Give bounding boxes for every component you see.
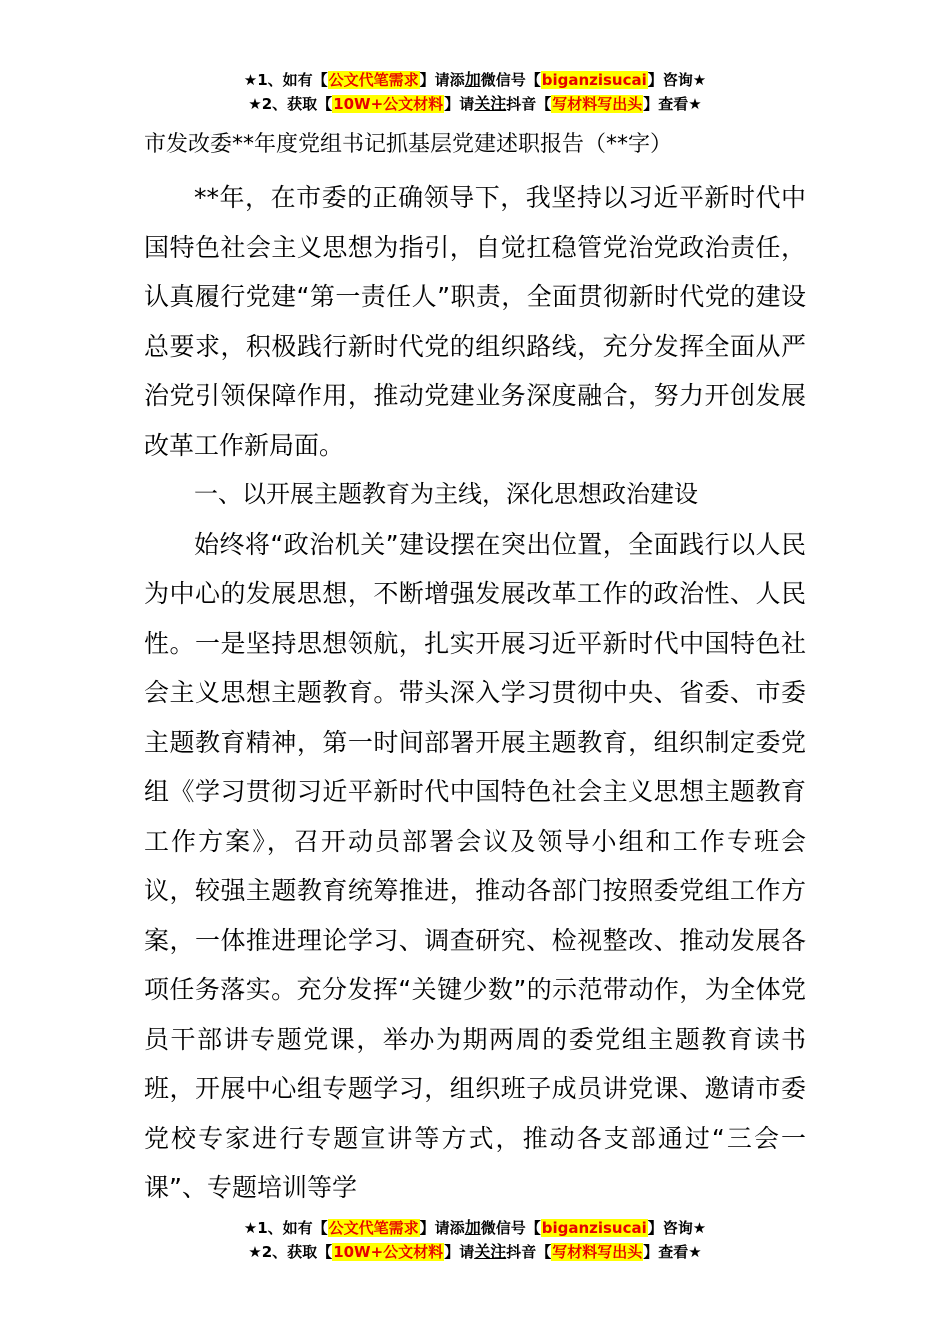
promo-underlined-text: 加 (464, 1218, 481, 1237)
promo-text: 】咨询★ (647, 71, 707, 89)
document-title: 市发改委**年度党组书记抓基层党建述职报告（**字） (144, 132, 673, 157)
promo-text: 抖音【 (506, 95, 552, 113)
promo-line-2 (0, 1240, 950, 1264)
promo-text: 】请添 (419, 1219, 465, 1237)
intro-paragraph: **年，在市委的正确领导下，我坚持以习近平新时代中国特色社会主义思想为指引，自觉扛稳管党治党政治责任，认真履行党建“第一责任人”职责，全面贯彻新时代党的建设总要求，积极践行新时代党的组织路线，充分发挥全面从严治党引领保障作用，推动党建业务深度融合，努力开创发展改革工作新局面。 (144, 183, 806, 460)
promo-text: 】查看★ (643, 1243, 702, 1261)
promo-banner-top (0, 68, 950, 116)
section-paragraph: 始终将“政治机关”建设摆在突出位置，全面践行以人民为中心的发展思想，不断增强发展改革工作的政治性、人民性。一是坚持思想领航，扎实开展习近平新时代中国特色社会主义思想主题教育。带头深入学习贯彻中央、省委、市委主题教育精神，第一时间部署开展主题教育，组织制定委党组《学习贯彻习近平新时代中国特色社会主义思想主题教育工作方案》，召开动员部署会议及领导小组和工作专班会议，较强主题教育统筹推进，推动各部门按照委党组工作方案，一体推进理论学习、调查研究、检视整改、推动发展各项任务落实。充分发挥“关键少数”的示范带动作，为全体党员干部讲专题党课，举办为期两周的委党组主题教育读书班，开展中心组专题学习，组织班子成员讲党课、邀请市委党校专家进行专题宣讲等方式，推动各支部通过“三会一课”、专题培训等学 (144, 529, 806, 1202)
promo-text: 微信号【 (480, 1219, 541, 1237)
promo-line-1 (0, 68, 950, 92)
promo-text: ★1、如有【 (243, 1219, 328, 1237)
promo-text: ★2、获取【 (248, 95, 333, 113)
promo-highlight-douyin-id: 写材料写出头 (552, 1243, 643, 1261)
promo-underlined-text: 加 (464, 70, 481, 89)
promo-text: ★1、如有【 (243, 71, 328, 89)
promo-line-2 (0, 92, 950, 116)
promo-text: 】请 (444, 95, 475, 113)
promo-highlight: 公文代笔需求 (328, 71, 419, 89)
promo-highlight-wechat-id: biganzisucai (541, 1219, 647, 1237)
promo-text: 抖音【 (506, 1243, 552, 1261)
promo-text: 微信号【 (480, 71, 541, 89)
promo-highlight: 10W+公文材料 (333, 95, 444, 113)
promo-underlined-text: 关注 (474, 94, 507, 113)
promo-banner-bottom (0, 1216, 950, 1264)
promo-highlight: 公文代笔需求 (328, 1219, 419, 1237)
promo-underlined-text: 关注 (474, 1242, 507, 1261)
promo-text: 】请添 (419, 71, 465, 89)
document-body (144, 125, 806, 1213)
section-heading: 一、以开展主题教育为主线，深化思想政治建设 (194, 480, 698, 508)
promo-text: 】查看★ (643, 95, 702, 113)
promo-line-1 (0, 1216, 950, 1240)
promo-highlight-douyin-id: 写材料写出头 (552, 95, 643, 113)
promo-text: 】咨询★ (647, 1219, 707, 1237)
promo-highlight-wechat-id: biganzisucai (541, 71, 647, 89)
promo-highlight: 10W+公文材料 (333, 1243, 444, 1261)
promo-text: 】请 (444, 1243, 475, 1261)
promo-text: ★2、获取【 (248, 1243, 333, 1261)
